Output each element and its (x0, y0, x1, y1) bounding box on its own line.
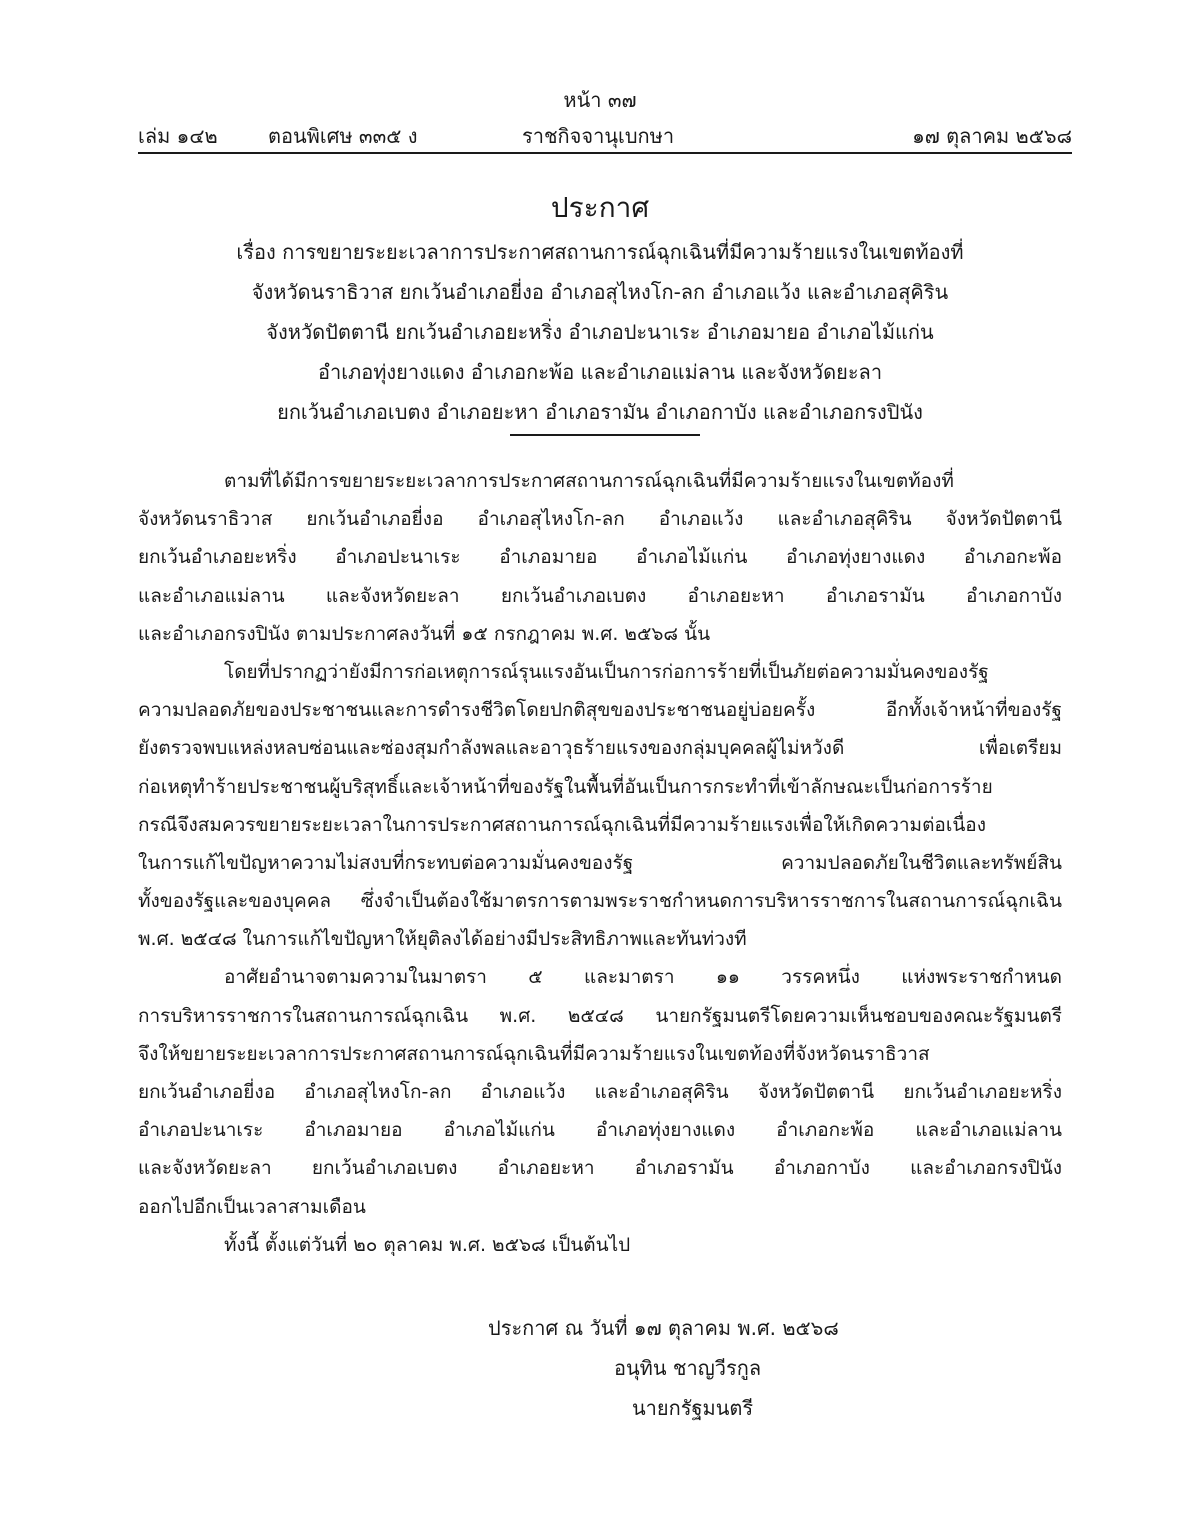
body-line: ในการแก้ไขปัญหาความไม่สงบที่กระทบต่อความมั่นคงของรัฐ ความปลอดภัยในชีวิตและทรัพย์สิน (138, 851, 1062, 874)
paragraph-background (138, 462, 1062, 653)
body-line: ออกไปอีกเป็นเวลาสามเดือน (138, 1195, 366, 1218)
body-line: อำเภอปะนาเระ อำเภอมายอ อำเภอไม้แก่น อำเภอทุ่งยางแดง อำเภอกะพ้อ และอำเภอแม่ลาน (138, 1119, 1062, 1142)
body-line: และจังหวัดยะลา ยกเว้นอำเภอเบตง อำเภอยะหา อำเภอรามัน อำเภอกาบัง และอำเภอกรงปินัง (138, 1157, 1062, 1180)
document-subject (150, 232, 1050, 432)
signatory-name: อนุทิน ชาญวีรกูล (614, 1356, 762, 1380)
subject-line: จังหวัดปัตตานี ยกเว้นอำเภอยะหริ่ง อำเภอปะนาเระ อำเภอมายอ อำเภอไม้แก่น (266, 320, 934, 344)
body-line: ยังตรวจพบแหล่งหลบซ่อนและซ่องสุมกำลังพลและอาวุธร้ายแรงของกลุ่มบุคคลผู้ไม่หวังดี เพื่อเตรียม (138, 737, 1062, 760)
paragraph-reasons (138, 653, 1062, 959)
body-line: จังหวัดนราธิวาส ยกเว้นอำเภอยี่งอ อำเภอสุไหงโก-ลก อำเภอแว้ง และอำเภอสุคิริน จังหวัดปัตตานี (138, 508, 1062, 531)
paragraph-authority (138, 958, 1062, 1225)
body-line: พ.ศ. ๒๕๔๘ ในการแก้ไขปัญหาให้ยุติลงได้อย่างมีประสิทธิภาพและทันท่วงที (138, 928, 747, 951)
document-body (138, 462, 1062, 1264)
subject-line: ยกเว้นอำเภอเบตง อำเภอยะหา อำเภอรามัน อำเภอกาบัง และอำเภอกรงปินัง (277, 400, 923, 424)
title-divider (510, 434, 700, 436)
body-line: ทั้งของรัฐและของบุคคล ซึ่งจำเป็นต้องใช้มาตรการตามพระราชกำหนดการบริหารราชการในสถานการณ์ฉุกเฉิน (138, 890, 1062, 913)
body-line: จึงให้ขยายระยะเวลาการประกาศสถานการณ์ฉุกเฉินที่มีความร้ายแรงในเขตท้องที่จังหวัดนราธิวาส (138, 1042, 930, 1065)
subject-line: เรื่อง การขยายระยะเวลาการประกาศสถานการณ์ฉุกเฉินที่มีความร้ายแรงในเขตท้องที่ (236, 240, 964, 264)
body-line: และอำเภอกรงปินัง ตามประกาศลงวันที่ ๑๕ กรกฎาคม พ.ศ. ๒๕๖๘ นั้น (138, 622, 711, 645)
body-line: ทั้งนี้ ตั้งแต่วันที่ ๒๐ ตุลาคม พ.ศ. ๒๕๖๘ เป็นต้นไป (224, 1233, 631, 1256)
document-title: ประกาศ (550, 191, 650, 224)
body-line: ยกเว้นอำเภอยะหริ่ง อำเภอปะนาเระ อำเภอมายอ อำเภอไม้แก่น อำเภอทุ่งยางแดง อำเภอกะพ้อ (138, 546, 1062, 569)
header-volume: เล่ม ๑๔๒ (138, 124, 218, 148)
signature-block (380, 1308, 1020, 1428)
header-section: ตอนพิเศษ ๓๓๕ ง (268, 124, 418, 148)
body-line: อาศัยอำนาจตามความในมาตรา ๕ และมาตรา ๑๑ วรรคหนึ่ง แห่งพระราชกำหนด (224, 966, 1062, 989)
subject-line: อำเภอทุ่งยางแดง อำเภอกะพ้อ และอำเภอแม่ลาน และจังหวัดยะลา (317, 360, 883, 384)
body-line: ยกเว้นอำเภอยี่งอ อำเภอสุไหงโก-ลก อำเภอแว้ง และอำเภอสุคิริน จังหวัดปัตตานี ยกเว้นอำเภอยะหริ่ง (138, 1081, 1062, 1103)
body-line: และอำเภอแม่ลาน และจังหวัดยะลา ยกเว้นอำเภอเบตง อำเภอยะหา อำเภอรามัน อำเภอกาบัง (138, 584, 1062, 607)
header-date: ๑๗ ตุลาคม ๒๕๖๘ (912, 124, 1072, 148)
body-line: กรณีจึงสมควรขยายระยะเวลาในการประกาศสถานการณ์ฉุกเฉินที่มีความร้ายแรงเพื่อให้เกิดความต่อเนื่อง (138, 813, 986, 836)
body-line: ตามที่ได้มีการขยายระยะเวลาการประกาศสถานการณ์ฉุกเฉินที่มีความร้ายแรงในเขตท้องที่ (224, 470, 954, 492)
subject-line: จังหวัดนราธิวาส ยกเว้นอำเภอยี่งอ อำเภอสุไหงโก-ลก อำเภอแว้ง และอำเภอสุคิริน (251, 280, 949, 304)
signatory-position: นายกรัฐมนตรี (632, 1396, 754, 1420)
page-number: หน้า ๓๗ (563, 88, 637, 112)
paragraph-effective-date (138, 1226, 1062, 1264)
header-gazette-name: ราชกิจจานุเบกษา (522, 124, 675, 148)
body-line: ก่อเหตุทำร้ายประชาชนผู้บริสุทธิ์และเจ้าหน้าที่ของรัฐในพื้นที่อันเป็นการกระทำที่เข้าลักษณะเป็นก่อการร้าย (138, 775, 993, 798)
gazette-header (138, 120, 1072, 154)
signature-date: ประกาศ ณ วันที่ ๑๗ ตุลาคม พ.ศ. ๒๕๖๘ (488, 1316, 839, 1340)
body-line: ความปลอดภัยของประชาชนและการดำรงชีวิตโดยปกติสุขของประชาชนอยู่บ่อยครั้ง อีกทั้งเจ้าหน้าที่ของรัฐ (138, 699, 1062, 722)
body-line: โดยที่ปรากฏว่ายังมีการก่อเหตุการณ์รุนแรงอันเป็นการก่อการร้ายที่เป็นภัยต่อความมั่นคงของรัฐ (224, 660, 989, 683)
body-line: การบริหารราชการในสถานการณ์ฉุกเฉิน พ.ศ. ๒๕๔๘ นายกรัฐมนตรีโดยความเห็นชอบของคณะรัฐมนตรี (138, 1004, 1062, 1027)
